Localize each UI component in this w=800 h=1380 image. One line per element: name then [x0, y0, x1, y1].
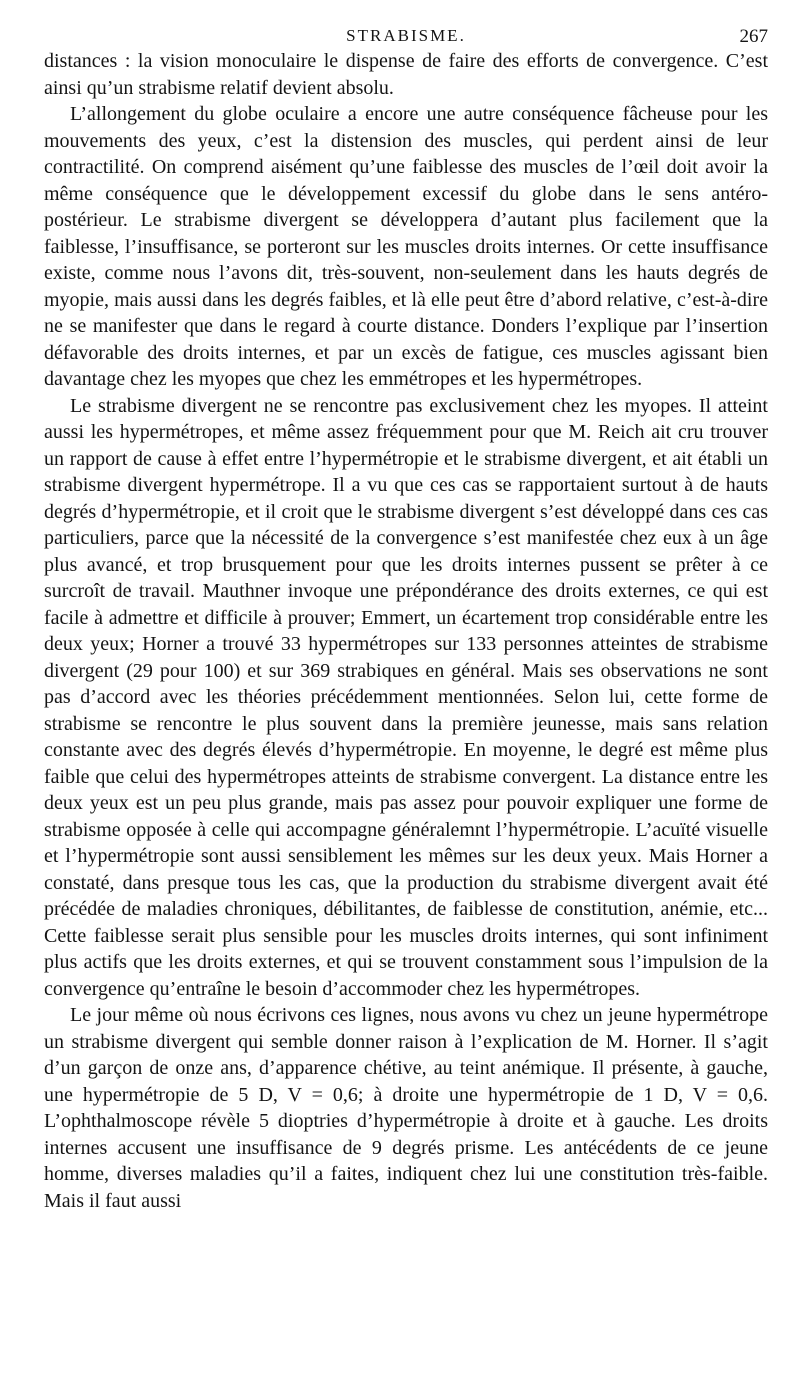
page-number: 267 [739, 26, 768, 47]
book-page [44, 14, 768, 1214]
paragraph-continuation: distances : la vision monoculaire le dispense de faire des efforts de convergence. C’est ainsi qu’un strabisme relatif devient absolu. [44, 50, 768, 99]
running-title: STRABISME. [346, 26, 466, 45]
paragraph-globe-elongation: L’allongement du globe oculaire a encore une autre conséquence fâcheuse pour les mouvements des yeux, c’est la distension des muscles, qui perdent ainsi de leur contractilité. On comprend aisément qu’une faiblesse des muscles de l’œil doit avoir la même conséquence que le développement excessif du globe dans le sens antéro-postérieur. Le strabisme divergent se développera d’autant plus facilement que la faiblesse, l’insuffisance, se porteront sur les muscles droits internes. Or cette insuffisance existe, comme nous l’avons dit, très-souvent, non-seulement dans les hauts degrés de myopie, mais aussi dans les degrés faibles, et là elle peut être d’abord relative, c’est-à-dire ne se manifester que dans le regard à courte distance. Donders l’explique par l’insertion défavorable des droits internes, et par un excès de fatigue, ces muscles agissant bien davantage chez les myopes que chez les emmétropes et les hypermétropes. [44, 103, 768, 390]
page-header [44, 14, 768, 48]
paragraph-divergent-strabismus: Le strabisme divergent ne se rencontre pas exclusivement chez les myopes. Il atteint aussi les hypermétropes, et même assez fréquemment pour que M. Reich ait cru trouver un rapport de cause à effet entre l’hypermétropie et le strabisme divergent, et ait établi un strabisme divergent hypermétrope. Il a vu que ces cas se rapportaient surtout à de hauts degrés d’hypermétropie, et il croit que le strabisme divergent s’est développé dans ces cas particuliers, parce que la nécessité de la convergence s’est manifestée chez eux à un âge plus avancé, et trop brusquement pour que les droits internes pussent se prêter à ce surcroît de travail. Mauthner invoque une prépondérance des droits externes, ce qui est facile à admettre et difficile à prouver; Emmert, un écartement trop considérable entre les deux yeux; Horner a trouvé 33 hypermétropes sur 133 personnes atteintes de strabisme divergent (29 pour 100) et sur 369 strabiques en général. Mais ses observations ne sont pas d’accord avec les théories précédemment mentionnées. Selon lui, cette forme de strabisme se rencontre le plus souvent dans la première jeunesse, mais sans relation constante avec des degrés élevés d’hypermétropie. En moyenne, le degré est même plus faible que celui des hypermétropes atteints de strabisme convergent. La distance entre les deux yeux est un peu plus grande, mais pas assez pour pouvoir expliquer une forme de strabisme opposée à celle qui accompagne généralemnt l’hypermétropie. L’acuïté visuelle et l’hypermétropie sont aussi sensiblement les mêmes sur les deux yeux. Mais Horner a constaté, dans presque tous les cas, que la production du strabisme divergent avait été précédée de maladies chroniques, débilitantes, de faiblesse de constitution, anémie, etc... Cette faiblesse serait plus sensible pour les muscles droits internes, qui sont infiniment plus actifs que les droits externes, et qui se trouvent constamment sous l’impulsion de la convergence qu’entraîne le besoin d’accommoder chez les hypermétropes. [44, 394, 768, 1000]
paragraph-case-observation: Le jour même où nous écrivons ces lignes, nous avons vu chez un jeune hypermétrope un strabisme divergent qui semble donner raison à l’explication de M. Horner. Il s’agit d’un garçon de onze ans, d’apparence chétive, au teint anémique. Il présente, à gauche, une hypermétropie de 5 D, V = 0,6; à droite une hypermétropie de 1 D, V = 0,6. L’ophthalmoscope révèle 5 dioptries d’hypermétropie à droite et à gauche. Les droits internes accusent une insuffisance de 9 degrés prisme. Les antécédents de ce jeune homme, diverses maladies qu’il a faites, indiquent chez lui une constitution très-faible. Mais il faut aussi [44, 1004, 768, 1212]
